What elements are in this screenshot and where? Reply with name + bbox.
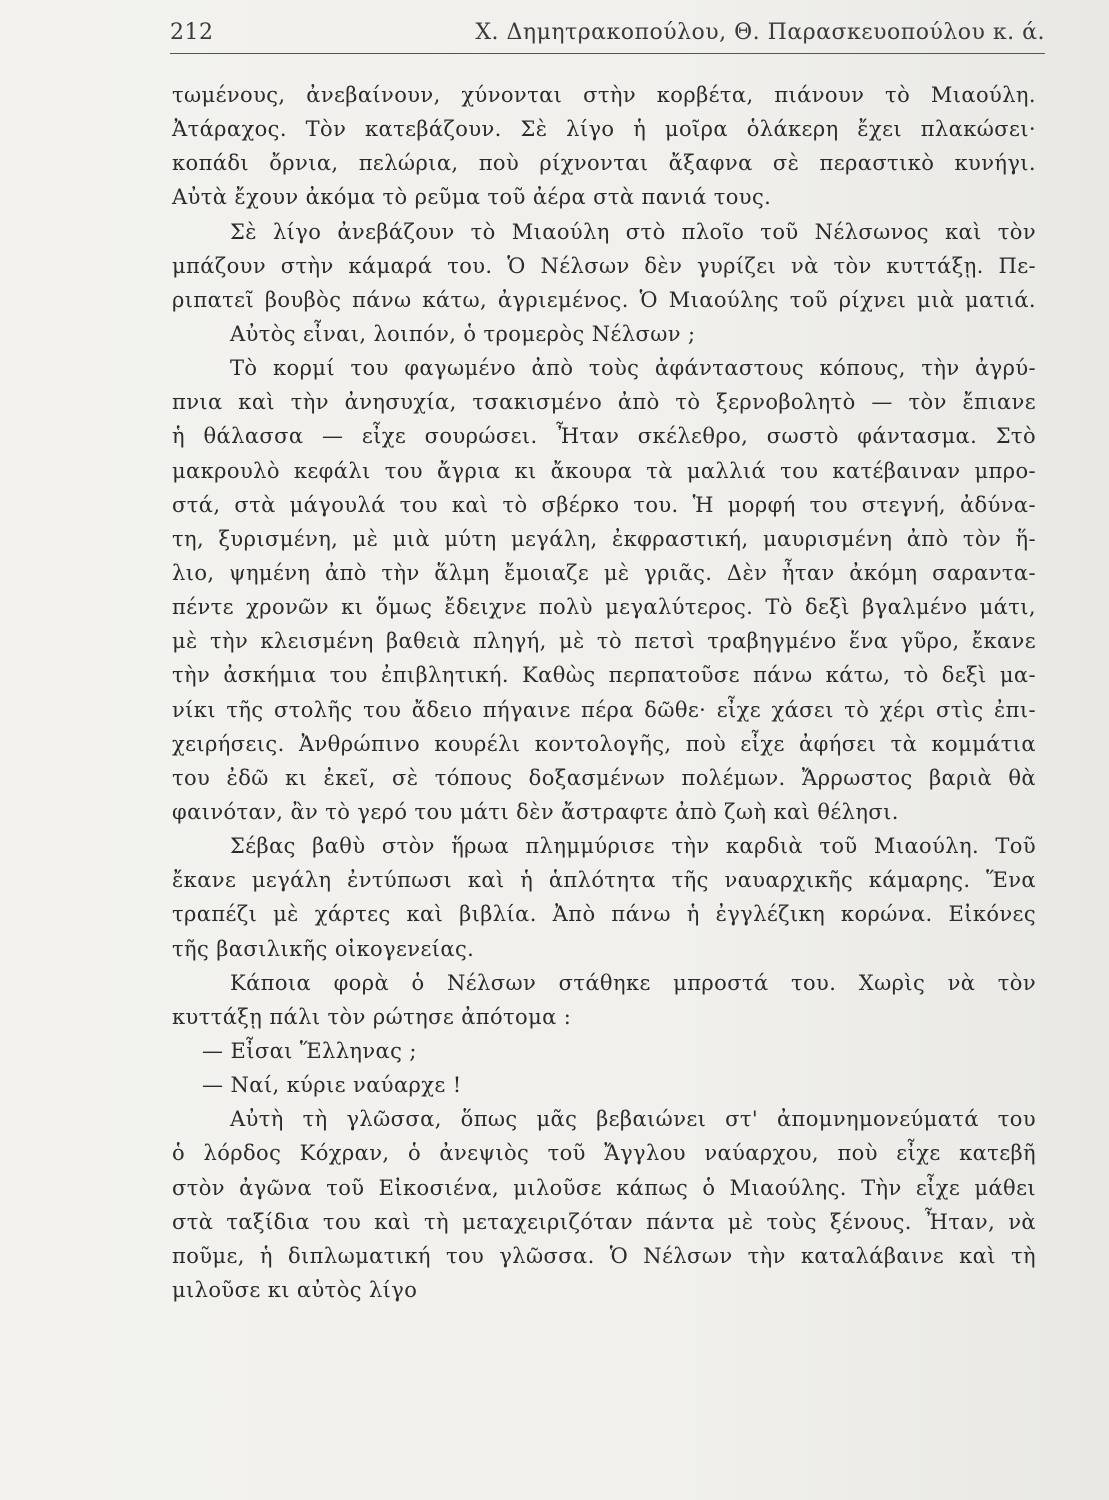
text-line: Τὸ κορμί του φαγωμένο ἀπὸ τοὺς ἀφάνταστους κόπους, τὴν ἀγρύ- <box>230 356 1036 381</box>
text-line: πνια καὶ τὴν ἀνησυχία, τσακισμένο ἀπὸ τὸ ξερνοβολητὸ — τὸν ἔπιανε <box>172 390 1036 415</box>
text-line: χειρήσεις. Ἀνθρώπινο κουρέλι κοντολογῆς, ποὺ εἶχε ἀφήσει τὰ κομμάτια <box>172 731 1036 756</box>
text-line: νίκι τῆς στολῆς του ἄδειο πήγαινε πέρα δῶθε· εἶχε χάσει τὸ χέρι στὶς ἐπι- <box>172 697 1036 722</box>
text-line: Αὐτὸς εἶναι, λοιπόν, ὁ τρομερὸς Νέλσων ; <box>230 321 696 346</box>
page-number: 212 <box>170 20 214 45</box>
text-line: τη, ξυρισμένη, μὲ μιὰ μύτη μεγάλη, ἐκφραστική, μαυρισμένη ἀπὸ τὸν ἥ- <box>172 526 1036 551</box>
text-line: του ἐδῶ κι ἐκεῖ, σὲ τόπους δοξασμένων πολέμων. Ἄρρωστος βαριὰ θὰ <box>172 765 1036 790</box>
text-line: μιλοῦσε κι αὐτὸς λίγο <box>172 1277 418 1302</box>
text-line: τραπέζι μὲ χάρτες καὶ βιβλία. Ἀπὸ πάνω ἡ ἐγγλέζικη κορώνα. Εἰκόνες <box>172 902 1036 927</box>
text-line: Κάποια φορὰ ὁ Νέλσων στάθηκε μπροστά του. Χωρὶς νὰ τὸν <box>230 970 1036 995</box>
running-head: Χ. Δημητρακοπούλου, Θ. Παρασκευοπούλου κ. ά. <box>475 20 1045 45</box>
text-line: λιο, ψημένη ἀπὸ τὴν ἅλμη ἔμοιαζε μὲ γριᾶς. Δὲν ἦταν ἀκόμη σαραντα- <box>172 560 1036 585</box>
dialogue-line: — Ναί, κύριε ναύαρχε ! <box>202 1073 462 1098</box>
page-header <box>170 18 1045 48</box>
text-line: ἡ θάλασσα — εἶχε σουρώσει. Ἦταν σκέλεθρο, σωστὸ φάντασμα. Στὸ <box>172 424 1036 449</box>
text-line: κυττάξῃ πάλι τὸν ρώτησε ἀπότομα : <box>172 1004 572 1029</box>
text-line: μὲ τὴν κλεισμένη βαθειὰ πληγή, μὲ τὸ πετσὶ τραβηγμένο ἕνα γῦρο, ἔκανε <box>172 629 1036 654</box>
body-text <box>172 78 1036 1307</box>
text-line: φαινόταν, ἂν τὸ γερό του μάτι δὲν ἄστραφτε ἀπὸ ζωὴ καὶ θέλησι. <box>172 799 899 824</box>
text-line: Σέβας βαθὺ στὸν ἥρωα πλημμύρισε τὴν καρδιὰ τοῦ Μιαούλη. Τοῦ <box>230 834 1036 859</box>
dialogue-line: — Εἶσαι Ἕλληνας ; <box>202 1038 417 1063</box>
text-line: μακρουλὸ κεφάλι του ἄγρια κι ἄκουρα τὰ μαλλιά του κατέβαιναν μπρο- <box>172 458 1036 483</box>
text-line: Αὐτὰ ἔχουν ἀκόμα τὸ ρεῦμα τοῦ ἀέρα στὰ πανιά τους. <box>172 185 772 210</box>
text-line: στά, στὰ μάγουλά του καὶ τὸ σβέρκο του. Ἡ μορφή του στεγνή, ἀδύνα- <box>172 492 1036 517</box>
text-line: πέντε χρονῶν κι ὅμως ἔδειχνε πολὺ μεγαλύτερος. Τὸ δεξὶ βγαλμένο μάτι, <box>172 595 1036 620</box>
text-line: μπάζουν στὴν κάμαρά του. Ὁ Νέλσων δὲν γυρίζει νὰ τὸν κυττάξῃ. Πε- <box>172 253 1036 278</box>
text-line: Ἀτάραχος. Τὸν κατεβάζουν. Σὲ λίγο ἡ μοῖρα ὁλάκερη ἔχει πλακώσει· <box>172 117 1036 142</box>
text-line: ὁ λόρδος Κόχραν, ὁ ἀνεψιὸς τοῦ Ἄγγλου ναύαρχου, ποὺ εἶχε κατεβῆ <box>172 1141 1036 1166</box>
text-line: Σὲ λίγο ἀνεβάζουν τὸ Μιαούλη στὸ πλοῖο τοῦ Νέλσωνος καὶ τὸν <box>230 219 1036 244</box>
text-line: κοπάδι ὄρνια, πελώρια, ποὺ ρίχνονται ἄξαφνα σὲ περαστικὸ κυνήγι. <box>172 151 1036 176</box>
text-line: στὰ ταξίδια του καὶ τὴ μεταχειριζόταν πάντα μὲ τοὺς ξένους. Ἦταν, νὰ <box>172 1209 1036 1234</box>
text-line: τωμένους, ἀνεβαίνουν, χύνονται στὴν κορβέτα, πιάνουν τὸ Μιαούλη. <box>172 83 1036 107</box>
text-line: ποῦμε, ἡ διπλωματική του γλῶσσα. Ὁ Νέλσων τὴν καταλάβαινε καὶ τὴ <box>172 1243 1036 1268</box>
text-line: τὴν ἀσκήμια του ἐπιβλητική. Καθὼς περπατοῦσε πάνω κάτω, τὸ δεξὶ μα- <box>172 663 1036 688</box>
text-line: στὸν ἀγῶνα τοῦ Εἰκοσιένα, μιλοῦσε κάπως ὁ Μιαούλης. Τὴν εἶχε μάθει <box>172 1175 1036 1200</box>
text-line: τῆς βασιλικῆς οἰκογενείας. <box>172 936 475 961</box>
header-rule <box>170 53 1045 54</box>
text-line: Αὐτὴ τὴ γλῶσσα, ὅπως μᾶς βεβαιώνει στ' ἀπομνημονεύματά του <box>230 1107 1036 1132</box>
text-line: ἔκανε μεγάλη ἐντύπωσι καὶ ἡ ἁπλότητα τῆς ναυαρχικῆς κάμαρης. Ἕνα <box>172 868 1036 893</box>
text-line: ριπατεῖ βουβὸς πάνω κάτω, ἀγριεμένος. Ὁ Μιαούλης τοῦ ρίχνει μιὰ ματιά. <box>172 287 1036 312</box>
